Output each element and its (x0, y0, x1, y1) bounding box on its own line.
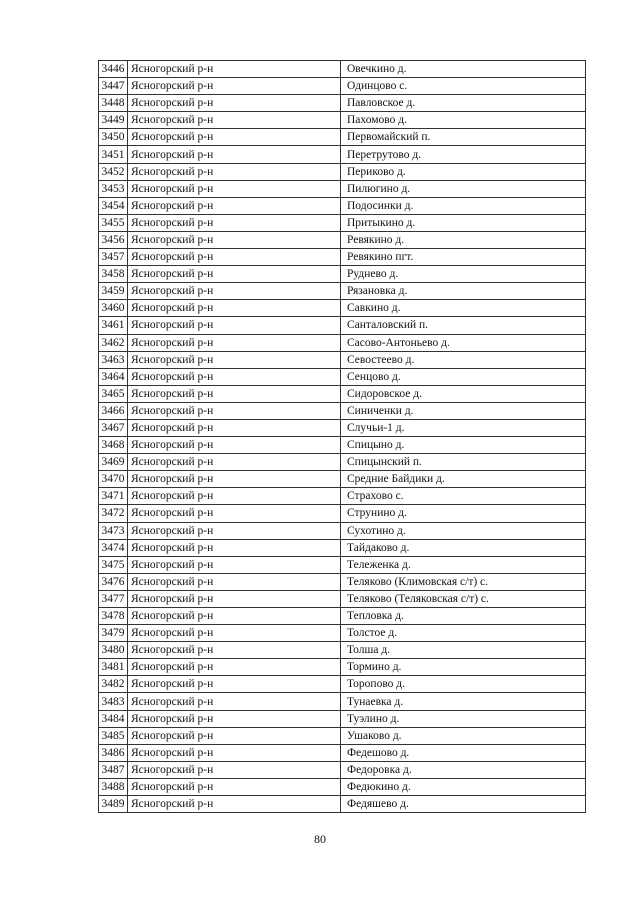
row-number-cell: 3472 (99, 505, 128, 522)
table-row (99, 796, 586, 813)
table-row (99, 402, 586, 419)
locality-cell: Страхово с. (341, 488, 586, 505)
district-cell: Ясногорский р-н (128, 180, 341, 197)
row-number-cell: 3473 (99, 522, 128, 539)
table-row (99, 266, 586, 283)
row-number-cell: 3482 (99, 676, 128, 693)
district-cell: Ясногорский р-н (128, 300, 341, 317)
locality-cell: Ревякино пгт. (341, 249, 586, 266)
locality-cell: Ревякино д. (341, 231, 586, 248)
district-cell: Ясногорский р-н (128, 317, 341, 334)
table-row (99, 78, 586, 95)
row-number-cell: 3474 (99, 539, 128, 556)
table-row (99, 471, 586, 488)
row-number-cell: 3457 (99, 249, 128, 266)
locality-cell: Струнино д. (341, 505, 586, 522)
district-cell: Ясногорский р-н (128, 710, 341, 727)
table-row (99, 556, 586, 573)
row-number-cell: 3480 (99, 642, 128, 659)
row-number-cell: 3489 (99, 796, 128, 813)
row-number-cell: 3469 (99, 454, 128, 471)
district-cell: Ясногорский р-н (128, 283, 341, 300)
table-row (99, 590, 586, 607)
row-number-cell: 3464 (99, 368, 128, 385)
locality-cell: Перетрутово д. (341, 146, 586, 163)
table-row (99, 61, 586, 78)
locality-cell: Синиченки д. (341, 402, 586, 419)
row-number-cell: 3479 (99, 625, 128, 642)
district-cell: Ясногорский р-н (128, 505, 341, 522)
district-cell: Ясногорский р-н (128, 146, 341, 163)
row-number-cell: 3454 (99, 197, 128, 214)
row-number-cell: 3450 (99, 129, 128, 146)
locality-cell: Федюкино д. (341, 778, 586, 795)
table-row (99, 522, 586, 539)
locality-cell: Овечкино д. (341, 61, 586, 78)
locality-cell: Притыкино д. (341, 214, 586, 231)
table-row (99, 437, 586, 454)
locality-cell: Тормино д. (341, 659, 586, 676)
table-body (99, 61, 586, 813)
district-cell: Ясногорский р-н (128, 642, 341, 659)
settlements-table (98, 60, 586, 813)
table-row (99, 744, 586, 761)
locality-cell: Первомайский п. (341, 129, 586, 146)
district-cell: Ясногорский р-н (128, 727, 341, 744)
table-row (99, 676, 586, 693)
row-number-cell: 3448 (99, 95, 128, 112)
district-cell: Ясногорский р-н (128, 368, 341, 385)
district-cell: Ясногорский р-н (128, 659, 341, 676)
table-row (99, 608, 586, 625)
locality-cell: Санталовский п. (341, 317, 586, 334)
locality-cell: Толстое д. (341, 625, 586, 642)
district-cell: Ясногорский р-н (128, 471, 341, 488)
table-row (99, 368, 586, 385)
locality-cell: Сасово-Антоньево д. (341, 334, 586, 351)
locality-cell: Тунаевка д. (341, 693, 586, 710)
district-cell: Ясногорский р-н (128, 693, 341, 710)
row-number-cell: 3475 (99, 556, 128, 573)
row-number-cell: 3483 (99, 693, 128, 710)
locality-cell: Периково д. (341, 163, 586, 180)
locality-cell: Федоровка д. (341, 761, 586, 778)
row-number-cell: 3485 (99, 727, 128, 744)
locality-cell: Севостеево д. (341, 351, 586, 368)
row-number-cell: 3478 (99, 608, 128, 625)
locality-cell: Одинцово с. (341, 78, 586, 95)
table-row (99, 642, 586, 659)
locality-cell: Тепловка д. (341, 608, 586, 625)
table-row (99, 761, 586, 778)
district-cell: Ясногорский р-н (128, 112, 341, 129)
district-cell: Ясногорский р-н (128, 573, 341, 590)
locality-cell: Пахомово д. (341, 112, 586, 129)
table-row (99, 659, 586, 676)
locality-cell: Подосинки д. (341, 197, 586, 214)
district-cell: Ясногорский р-н (128, 351, 341, 368)
locality-cell: Случьи-1 д. (341, 419, 586, 436)
row-number-cell: 3476 (99, 573, 128, 590)
district-cell: Ясногорский р-н (128, 778, 341, 795)
page-number: 80 (314, 832, 326, 846)
district-cell: Ясногорский р-н (128, 676, 341, 693)
locality-cell: Теляково (Климовская с/т) с. (341, 573, 586, 590)
row-number-cell: 3471 (99, 488, 128, 505)
district-cell: Ясногорский р-н (128, 454, 341, 471)
locality-cell: Федешово д. (341, 744, 586, 761)
district-cell: Ясногорский р-н (128, 214, 341, 231)
locality-cell: Савкино д. (341, 300, 586, 317)
locality-cell: Сенцово д. (341, 368, 586, 385)
district-cell: Ясногорский р-н (128, 437, 341, 454)
table-row (99, 454, 586, 471)
district-cell: Ясногорский р-н (128, 95, 341, 112)
district-cell: Ясногорский р-н (128, 334, 341, 351)
row-number-cell: 3487 (99, 761, 128, 778)
table-row (99, 214, 586, 231)
district-cell: Ясногорский р-н (128, 197, 341, 214)
row-number-cell: 3462 (99, 334, 128, 351)
table-row (99, 197, 586, 214)
district-cell: Ясногорский р-н (128, 78, 341, 95)
table-row (99, 488, 586, 505)
row-number-cell: 3451 (99, 146, 128, 163)
row-number-cell: 3468 (99, 437, 128, 454)
row-number-cell: 3486 (99, 744, 128, 761)
district-cell: Ясногорский р-н (128, 249, 341, 266)
district-cell: Ясногорский р-н (128, 761, 341, 778)
table-row (99, 300, 586, 317)
district-cell: Ясногорский р-н (128, 744, 341, 761)
locality-cell: Туэлино д. (341, 710, 586, 727)
table-row (99, 231, 586, 248)
row-number-cell: 3466 (99, 402, 128, 419)
district-cell: Ясногорский р-н (128, 129, 341, 146)
locality-cell: Тайдаково д. (341, 539, 586, 556)
district-cell: Ясногорский р-н (128, 163, 341, 180)
district-cell: Ясногорский р-н (128, 488, 341, 505)
district-cell: Ясногорский р-н (128, 522, 341, 539)
table-row (99, 146, 586, 163)
district-cell: Ясногорский р-н (128, 556, 341, 573)
row-number-cell: 3461 (99, 317, 128, 334)
locality-cell: Теляково (Теляковская с/т) с. (341, 590, 586, 607)
locality-cell: Пилюгино д. (341, 180, 586, 197)
row-number-cell: 3460 (99, 300, 128, 317)
row-number-cell: 3463 (99, 351, 128, 368)
row-number-cell: 3470 (99, 471, 128, 488)
locality-cell: Толша д. (341, 642, 586, 659)
table-row (99, 539, 586, 556)
locality-cell: Рязановка д. (341, 283, 586, 300)
row-number-cell: 3458 (99, 266, 128, 283)
table-row (99, 625, 586, 642)
locality-cell: Спицынский п. (341, 454, 586, 471)
district-cell: Ясногорский р-н (128, 796, 341, 813)
locality-cell: Спицыно д. (341, 437, 586, 454)
row-number-cell: 3484 (99, 710, 128, 727)
locality-cell: Средние Байдики д. (341, 471, 586, 488)
district-cell: Ясногорский р-н (128, 590, 341, 607)
table-row (99, 249, 586, 266)
row-number-cell: 3452 (99, 163, 128, 180)
locality-cell: Руднево д. (341, 266, 586, 283)
row-number-cell: 3488 (99, 778, 128, 795)
district-cell: Ясногорский р-н (128, 231, 341, 248)
table-row (99, 505, 586, 522)
locality-cell: Тележенка д. (341, 556, 586, 573)
row-number-cell: 3477 (99, 590, 128, 607)
row-number-cell: 3447 (99, 78, 128, 95)
table-row (99, 95, 586, 112)
locality-cell: Сухотино д. (341, 522, 586, 539)
district-cell: Ясногорский р-н (128, 539, 341, 556)
locality-cell: Павловское д. (341, 95, 586, 112)
table-row (99, 180, 586, 197)
table-row (99, 317, 586, 334)
locality-cell: Торопово д. (341, 676, 586, 693)
row-number-cell: 3453 (99, 180, 128, 197)
locality-cell: Сидоровское д. (341, 385, 586, 402)
district-cell: Ясногорский р-н (128, 625, 341, 642)
row-number-cell: 3455 (99, 214, 128, 231)
table-row (99, 334, 586, 351)
table-row (99, 163, 586, 180)
table-row (99, 778, 586, 795)
table-row (99, 710, 586, 727)
district-cell: Ясногорский р-н (128, 608, 341, 625)
table-row (99, 419, 586, 436)
district-cell: Ясногорский р-н (128, 266, 341, 283)
table-row (99, 351, 586, 368)
locality-cell: Федяшево д. (341, 796, 586, 813)
locality-cell: Ушаково д. (341, 727, 586, 744)
row-number-cell: 3449 (99, 112, 128, 129)
table-row (99, 283, 586, 300)
table-row (99, 112, 586, 129)
table-row (99, 573, 586, 590)
row-number-cell: 3481 (99, 659, 128, 676)
district-cell: Ясногорский р-н (128, 385, 341, 402)
table-row (99, 129, 586, 146)
district-cell: Ясногорский р-н (128, 61, 341, 78)
table-row (99, 385, 586, 402)
table-row (99, 693, 586, 710)
table-row (99, 727, 586, 744)
row-number-cell: 3465 (99, 385, 128, 402)
district-cell: Ясногорский р-н (128, 419, 341, 436)
row-number-cell: 3459 (99, 283, 128, 300)
row-number-cell: 3467 (99, 419, 128, 436)
row-number-cell: 3456 (99, 231, 128, 248)
row-number-cell: 3446 (99, 61, 128, 78)
district-cell: Ясногорский р-н (128, 402, 341, 419)
